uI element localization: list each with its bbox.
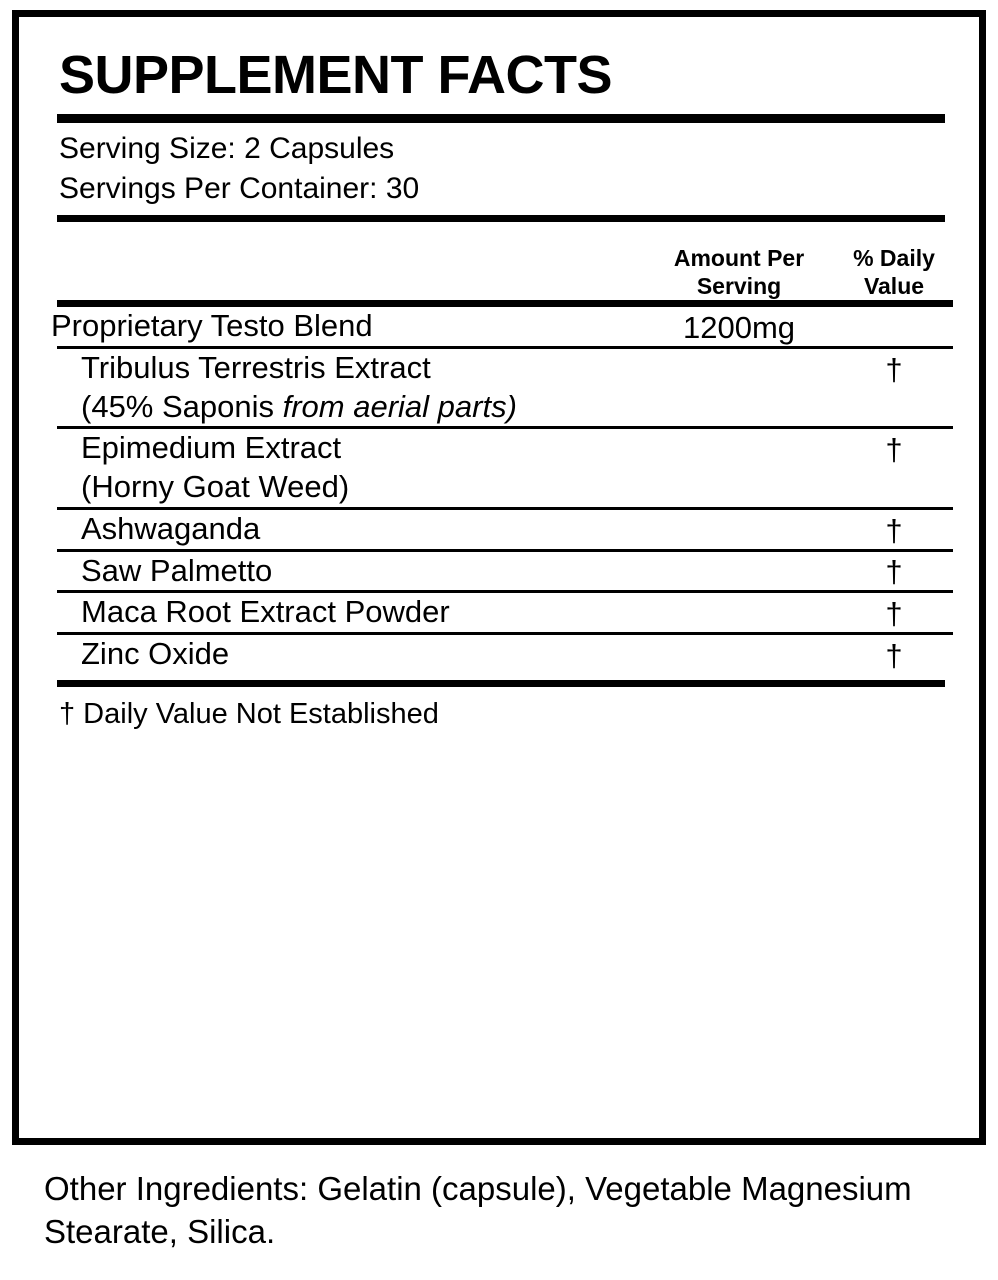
- header-amount-per-serving: [649, 244, 829, 300]
- page-title: SUPPLEMENT FACTS: [59, 45, 613, 105]
- table-row: [51, 349, 959, 388]
- table-row: [51, 510, 959, 549]
- serving-info: [59, 129, 951, 209]
- nutrient-dv: †: [885, 596, 903, 632]
- divider-header-bottom: [57, 300, 953, 307]
- nutrient-name: Tribulus Terrestris Extract: [81, 349, 431, 385]
- table-row: [51, 593, 959, 632]
- header-dv-line2: Value: [863, 273, 925, 300]
- header-amount-line1: Amount Per: [673, 245, 805, 272]
- nutrient-name: (Horny Goat Weed): [81, 469, 350, 505]
- nutrient-name: Proprietary Testo Blend: [51, 308, 373, 344]
- nutrient-name: Epimedium Extract: [81, 430, 342, 466]
- divider-row-head: [51, 300, 959, 307]
- header-blank-cell: [51, 222, 649, 244]
- nutrient-name: Ashwaganda: [81, 510, 261, 546]
- divider-serving: [57, 215, 945, 222]
- other-ingredients: Other Ingredients: Gelatin (capsule), Vegetable Magnesium Stearate, Silica.: [44, 1170, 912, 1250]
- nutrient-amount: 1200mg: [682, 309, 796, 345]
- nutrient-amount: [649, 593, 829, 632]
- nutrient-dv: †: [885, 351, 903, 387]
- table-header-row: [51, 244, 959, 300]
- nutrient-amount: [649, 510, 829, 549]
- nutrient-dv: [829, 468, 959, 507]
- header-dv-line1: % Daily: [853, 245, 935, 272]
- header-amount-line2: Serving: [696, 273, 782, 300]
- nutrient-name-prefix: (45% Saponis: [81, 388, 283, 424]
- serving-size: Serving Size: 2 Capsules: [59, 132, 395, 166]
- table-header-spacer-row: [51, 222, 959, 244]
- nutrient-amount: [649, 349, 829, 388]
- header-nutrient-cell: [51, 244, 649, 300]
- servings-per-container: Servings Per Container: 30: [59, 172, 420, 206]
- divider-table-bottom: [57, 680, 945, 687]
- table-row: [51, 468, 959, 507]
- facts-panel: [12, 10, 986, 1145]
- nutrient-amount: [649, 468, 829, 507]
- table-row: [51, 429, 959, 468]
- nutrient-amount: [649, 635, 829, 674]
- nutrient-name: Maca Root Extract Powder: [81, 594, 450, 630]
- header-daily-value: [829, 244, 959, 300]
- nutrient-amount: [649, 429, 829, 468]
- header-blank-cell-2: [649, 222, 829, 244]
- nutrient-dv: †: [885, 432, 903, 468]
- table-row: [51, 552, 959, 591]
- footnote-daily-value: † Daily Value Not Established: [59, 697, 439, 730]
- nutrient-name-italic: from aerial parts): [282, 388, 517, 424]
- nutrient-dv: †: [885, 554, 903, 590]
- table-row: [51, 307, 959, 346]
- nutrient-dv: [829, 388, 959, 427]
- nutrient-name: Zinc Oxide: [81, 636, 230, 672]
- nutrient-dv: [829, 307, 959, 346]
- divider-cell-head: [51, 300, 959, 307]
- table-row: [51, 388, 959, 427]
- nutrient-amount: [649, 552, 829, 591]
- nutrient-name-italic-composite: [51, 388, 649, 427]
- nutrient-amount: [649, 388, 829, 427]
- nutrient-name: Saw Palmetto: [81, 552, 273, 588]
- divider-title: [57, 114, 945, 123]
- header-blank-cell-3: [829, 222, 959, 244]
- nutrient-dv: †: [885, 637, 903, 673]
- nutrients-table: [51, 222, 959, 674]
- table-row: [51, 635, 959, 674]
- nutrient-dv: †: [885, 512, 903, 548]
